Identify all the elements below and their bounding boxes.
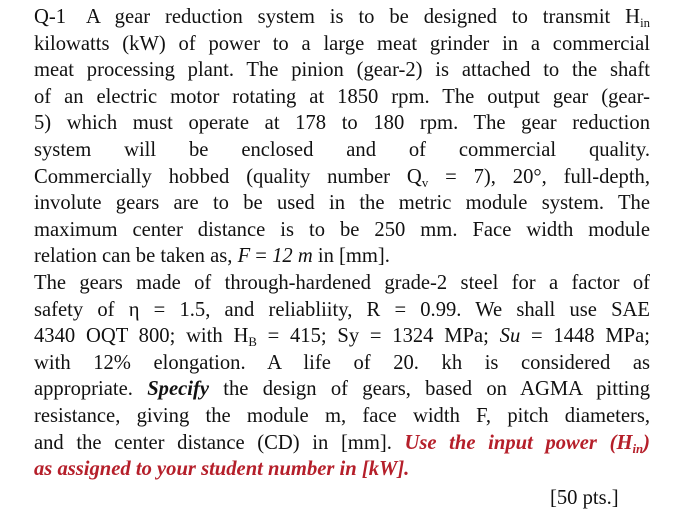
points-label: [50 pts.] <box>550 487 619 509</box>
text-segment: safety of η = 1.5, and reliabliity, R = 0.99. We shall use SAE <box>34 298 650 321</box>
text-segment: in [mm]. <box>312 245 390 268</box>
subscript: v <box>421 175 429 190</box>
text-line <box>34 137 650 163</box>
text-segment: ) <box>643 431 650 454</box>
text-line <box>34 31 650 57</box>
text-segment: resistance, giving the module m, face width F, pitch diameters, <box>34 405 650 427</box>
text-line <box>34 270 650 296</box>
text-segment: Commercially hobbed (quality number Q <box>34 165 422 188</box>
text-segment: 12 m <box>272 245 313 268</box>
text-segment: = <box>250 245 273 268</box>
text-segment: A gear reduction system is to be designed to transmit H <box>86 6 641 28</box>
text-segment: with 12% elongation. A life of 20. kh is considered as <box>34 351 650 374</box>
text-segment: meat processing plant. The pinion (gear-2) is attached to the shaft <box>34 59 650 82</box>
text-line <box>34 243 650 269</box>
subscript: in <box>640 15 650 30</box>
text-segment: 4340 OQT 800; with H <box>34 325 249 348</box>
text-line <box>34 190 650 216</box>
text-segment: = 415; Sy = 1324 MPa; <box>256 325 500 348</box>
text-line <box>34 430 650 456</box>
text-segment: of an electric motor rotating at 1850 rpm. The output gear (gear- <box>34 85 650 108</box>
text-segment: = 1448 MPa; <box>520 325 650 348</box>
text-line <box>34 403 650 429</box>
text-segment: kilowatts (kW) of power to a large meat grinder in a commercial <box>34 32 650 55</box>
text-line <box>34 57 650 83</box>
text-segment: Use the input power (H <box>404 431 633 454</box>
subscript: B <box>248 335 257 350</box>
text-segment: F <box>237 245 251 268</box>
text-line <box>34 4 650 30</box>
text-line <box>34 376 650 402</box>
text-segment: maximum center distance is to be 250 mm. Face width module <box>34 218 650 241</box>
text-line <box>34 350 650 376</box>
text-segment: Specify <box>147 378 209 401</box>
text-segment: relation can be taken as, <box>34 245 238 268</box>
text-segment: as assigned to your student number in [kW]. <box>34 458 410 481</box>
text-segment: Su <box>499 325 521 348</box>
text-line <box>34 84 650 110</box>
text-segment: The gears made of through-hardened grade-2 steel for a factor of <box>34 272 650 294</box>
text-line <box>34 456 650 482</box>
question-number: Q-1 <box>34 6 67 28</box>
text-segment: appropriate. <box>34 378 148 401</box>
text-segment: system will be enclosed and of commercial quality. <box>34 139 650 161</box>
text-line <box>34 323 650 349</box>
text-segment: and the center distance (CD) in [mm]. <box>34 431 405 454</box>
text-line <box>34 164 650 190</box>
text-segment: = 7), 20°, full-depth, <box>428 165 650 188</box>
text-line <box>34 217 650 243</box>
text-segment: the design of gears, based on AGMA pitting <box>208 378 650 401</box>
text-line <box>34 297 650 323</box>
subscript: in <box>632 441 644 456</box>
text-segment: 5) which must operate at 178 to 180 rpm. The gear reduction <box>34 112 650 135</box>
text-segment: involute gears are to be used in the metric module system. The <box>34 192 650 215</box>
text-line <box>34 110 650 136</box>
